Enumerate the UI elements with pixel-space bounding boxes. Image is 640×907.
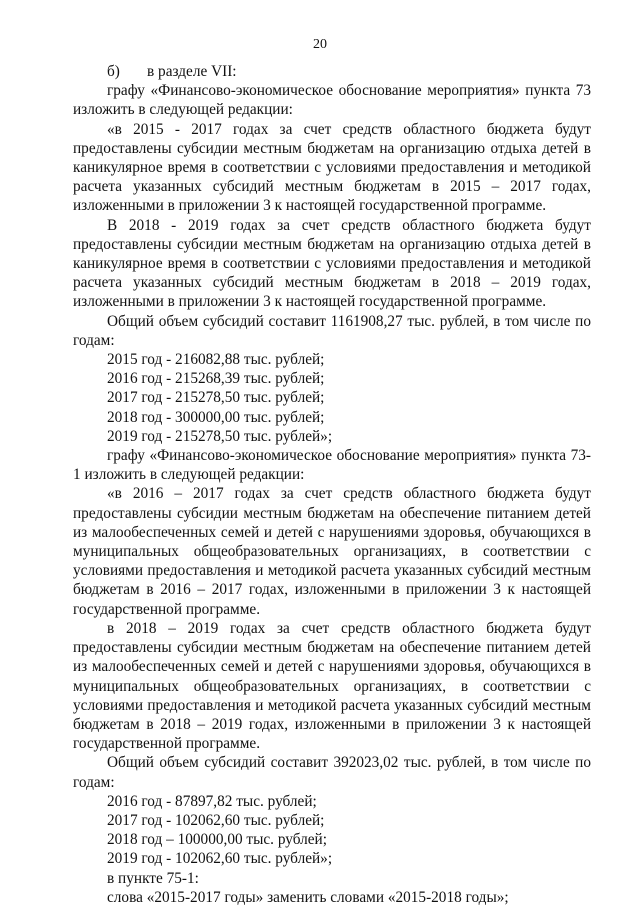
year-line: 2018 год - 300000,00 тыс. рублей; [107,408,325,426]
section-text: в разделе VII: [147,63,237,80]
year-line: 2015 год - 216082,88 тыс. рублей; [107,351,325,369]
paragraph-item73-2018-2019: В 2018 - 2019 годах за счет средств областного бюджета будут предоставлены субсидии местным бюджетам на организацию отдыха детей в каникулярное время в соответствии с условиями предоставления и методикой расчета указанных субсидий местным бюджетам в 2018 – 2019 годах, изложенными в приложении 3 к настоящей государственной программе. [73,216,591,311]
closing-point: в пункте 75-1: [107,869,199,887]
year-list-item73 [73,350,591,446]
section-label: б) [107,63,120,80]
year-line: 2018 год – 100000,00 тыс. рублей; [107,831,327,849]
document-body [73,62,591,907]
year-line: 2017 год - 215278,50 тыс. рублей; [107,389,325,407]
section-heading [73,62,591,81]
year-line: 2017 год - 102062,60 тыс. рублей; [107,811,325,829]
paragraph-item73-1-intro: графу «Финансово-экономическое обоснование мероприятия» пункта 73-1 изложить в следующей редакции: [73,447,591,484]
year-line: 2019 год - 215278,50 тыс. рублей»; [107,427,333,445]
paragraph-item73-total: Общий объем субсидий составит 1161908,27 тыс. рублей, в том числе по годам: [73,312,591,349]
year-line: 2019 год - 102062,60 тыс. рублей»; [107,850,333,868]
year-list-item73-1 [73,792,591,869]
paragraph-item73-intro: графу «Финансово-экономическое обоснование мероприятия» пункта 73 изложить в следующей редакции: [73,82,591,119]
paragraph-item73-2015-2017: «в 2015 - 2017 годах за счет средств областного бюджета будут предоставлены субсидии местным бюджетам на организацию отдыха детей в каникулярное время в соответствии с условиями предоставления и методикой расчета указанных субсидий местным бюджетам в 2015 – 2017 годах, изложенными в приложении 3 к настоящей государственной программе. [73,120,591,215]
paragraph-item73-1-total: Общий объем субсидий составит 392023,02 тыс. рублей, в том числе по годам: [73,754,591,791]
paragraph-item73-1-2016-2017: «в 2016 – 2017 годах за счет средств областного бюджета будут предоставлены субсидии местным бюджетам на обеспечение питанием детей из малообеспеченных семей и детей с нарушениями здоровья, обучающихся в муниципальных общеобразовательных организациях, в соответствии с условиями предоставления и методикой расчета указанных субсидий местным бюджетам в 2016 – 2017 годах, изложенными в приложении 3 к настоящей государственной программе. [73,485,591,618]
year-line: 2016 год - 215268,39 тыс. рублей; [107,370,325,388]
year-line: 2016 год - 87897,82 тыс. рублей; [107,792,317,810]
closing-words: слова «2015-2017 годы» заменить словами «2015-2018 годы»; [107,888,509,906]
page-number: 20 [313,37,327,52]
paragraph-item73-1-2018-2019: в 2018 – 2019 годах за счет средств областного бюджета будут предоставлены субсидии местным бюджетам на обеспечение питанием детей из малообеспеченных семей и детей с нарушениями здоровья, обучающихся в муниципальных общеобразовательных организациях, в соответствии с условиями предоставления и методикой расчета указанных субсидий местным бюджетам в 2018 – 2019 годах, изложенными в приложении 3 к настоящей государственной программе. [73,619,591,753]
